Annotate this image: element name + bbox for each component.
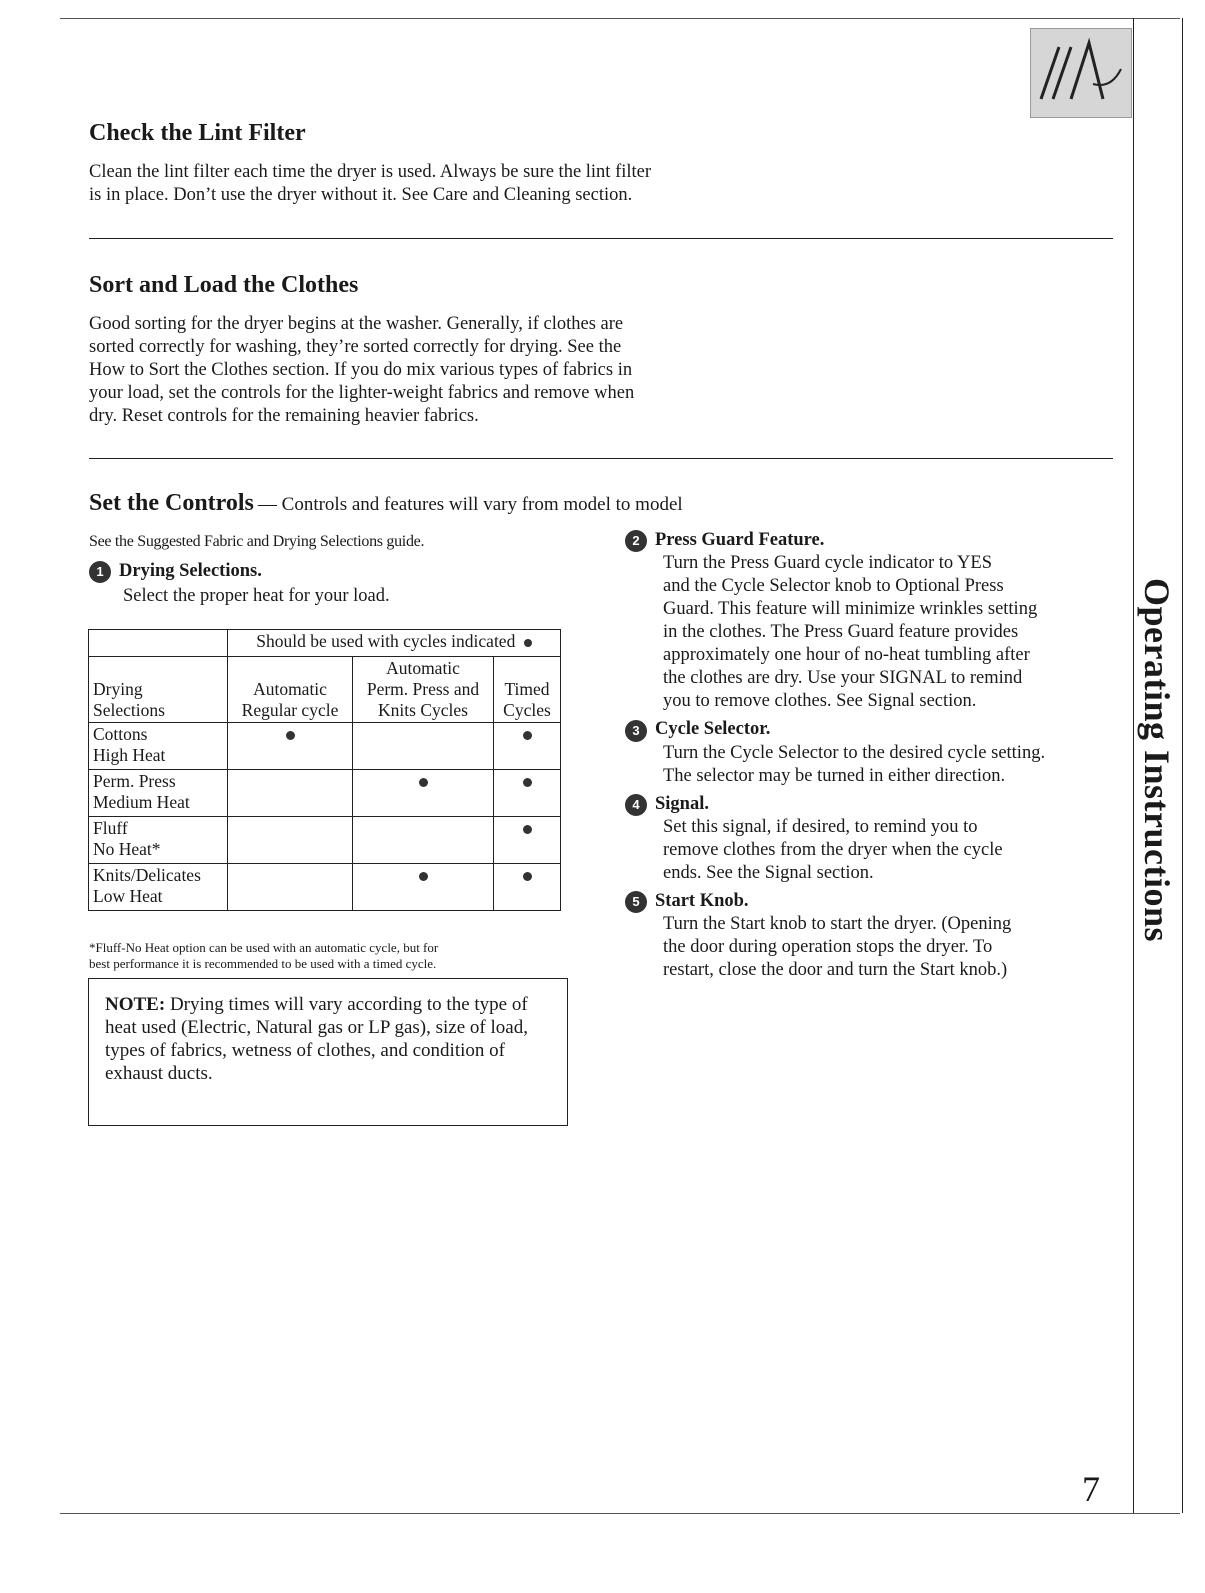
mark-cell (228, 817, 353, 864)
header-span-label: Should be used with cycles indicated (256, 631, 516, 651)
feature-line: Guard. This feature will minimize wrinkles setting (663, 599, 1038, 620)
row-label-line: Medium Heat (93, 792, 190, 812)
col-header-line: Drying (93, 679, 143, 699)
drying-selections-item (89, 561, 390, 607)
controls-title: Set the Controls (89, 490, 254, 516)
row-label-line: Fluff (93, 818, 128, 838)
drying-title: Drying Selections. (119, 561, 262, 581)
col-header-line: Regular cycle (241, 700, 339, 720)
feature-title: Signal. (655, 793, 709, 814)
mark-cell (353, 817, 494, 864)
col-header-line: Automatic (386, 658, 460, 678)
mark-cell (494, 723, 561, 770)
number-badge-1: 1 (89, 561, 111, 583)
col-header-line: Selections (93, 700, 165, 720)
col-header-line: Knits Cycles (378, 700, 468, 720)
section-divider (89, 238, 1113, 239)
number-badge-3: 3 (625, 720, 647, 742)
table-body (89, 723, 561, 911)
table-row (89, 723, 561, 770)
sort-title: Sort and Load the Clothes (89, 272, 359, 298)
col-header-drying (89, 657, 228, 723)
lint-title: Check the Lint Filter (89, 120, 306, 146)
feature-line: restart, close the door and turn the Start knob.) (663, 960, 1008, 981)
feature-line: Turn the Press Guard cycle indicator to YES (663, 553, 993, 574)
features-column (625, 530, 1115, 988)
mark-cell (494, 864, 561, 911)
feature-line: remove clothes from the dryer when the cycle (663, 839, 1003, 860)
table-row (89, 817, 561, 864)
table-column-header-row (89, 657, 561, 723)
indicator-dot-icon (419, 778, 428, 787)
indicator-dot-icon (524, 639, 532, 647)
table-footnote (89, 940, 438, 972)
logo-icon (1031, 29, 1131, 117)
feature-line: Turn the Cycle Selector to the desired cycle setting. (663, 742, 1046, 763)
controls-heading (89, 490, 683, 517)
indicator-dot-icon (523, 825, 532, 834)
mark-cell (353, 723, 494, 770)
mark-cell (353, 864, 494, 911)
mark-cell (494, 770, 561, 817)
table-corner-cell (89, 630, 228, 657)
drying-selections-table (88, 629, 561, 911)
section-side-tab (1137, 560, 1177, 960)
mark-cell (228, 770, 353, 817)
sort-line: How to Sort the Clothes section. If you do mix various types of fabrics in (89, 360, 633, 380)
feature-line: you to remove clothes. See Signal section. (663, 691, 977, 712)
col-header-automatic-regular (228, 657, 353, 723)
col-header-line: Cycles (503, 700, 551, 720)
indicator-dot-icon (523, 778, 532, 787)
footnote-line: *Fluff-No Heat option can be used with an automatic cycle, but for (89, 940, 439, 955)
col-header-automatic-perm (353, 657, 494, 723)
feature-line: and the Cycle Selector knob to Optional Press (663, 576, 1004, 597)
sort-line: Good sorting for the dryer begins at the washer. Generally, if clothes are (89, 314, 624, 334)
table-header-row (89, 630, 561, 657)
sort-paragraph (89, 313, 634, 428)
feature-line: approximately one hour of no-heat tumbling after (663, 645, 1030, 666)
row-label-line: Perm. Press (93, 771, 176, 791)
top-border (60, 18, 1180, 19)
feature-heading (625, 719, 1115, 741)
feature-line: Set this signal, if desired, to remind you to (663, 816, 978, 837)
mark-cell (228, 723, 353, 770)
feature-line: the door during operation stops the dryer. To (663, 937, 993, 958)
feature-line: the clothes are dry. Use your SIGNAL to remind (663, 668, 1023, 689)
bottom-border (60, 1513, 1180, 1514)
row-label-line: No Heat* (93, 839, 161, 859)
controls-guide: See the Suggested Fabric and Drying Selections guide. (89, 533, 425, 550)
sort-line: sorted correctly for washing, they’re sorted correctly for drying. See the (89, 337, 622, 357)
row-label-line: Low Heat (93, 886, 163, 906)
feature-line: ends. See the Signal section. (663, 862, 874, 883)
col-header-timed (494, 657, 561, 723)
mark-cell (494, 817, 561, 864)
table-row (89, 770, 561, 817)
footnote-line: best performance it is recommended to be used with a timed cycle. (89, 956, 437, 971)
note-text: Drying times will vary according to the type of heat used (Electric, Natural gas or LP gas), size of load, types of fabrics, wetness of clothes, and condition of exhaust ducts. (105, 994, 528, 1084)
table-row (89, 864, 561, 911)
feature-title: Start Knob. (655, 890, 749, 911)
col-header-line: Automatic (253, 679, 327, 699)
mark-cell (353, 770, 494, 817)
side-tab-label: Operating Instructions (1137, 577, 1177, 943)
number-badge-4: 4 (625, 794, 647, 816)
note-label: NOTE: (105, 994, 166, 1015)
mark-cell (228, 864, 353, 911)
lint-line: Clean the lint filter each time the dryer is used. Always be sure the lint filter (89, 162, 652, 182)
lint-paragraph (89, 161, 651, 207)
number-badge-2: 2 (625, 530, 647, 552)
brand-logo (1030, 28, 1132, 118)
feature-line: The selector may be turned in either direction. (663, 765, 1006, 786)
col-header-line: Timed (504, 679, 550, 699)
number-badge-5: 5 (625, 891, 647, 913)
note-box (88, 978, 568, 1126)
row-label-line: Knits/Delicates (93, 865, 201, 885)
controls-subtitle: — Controls and features will vary from model to model (257, 494, 683, 515)
feature-line: in the clothes. The Press Guard feature provides (663, 622, 1019, 643)
page-number: 7 (1082, 1469, 1100, 1509)
row-label-cell (89, 817, 228, 864)
feature-title: Cycle Selector. (655, 719, 771, 740)
feature-heading (625, 530, 1115, 552)
row-label-line: Cottons (93, 724, 148, 744)
indicator-dot-icon (523, 872, 532, 881)
feature-title: Press Guard Feature. (655, 530, 825, 550)
section-divider (89, 458, 1113, 459)
feature-heading (625, 891, 1115, 913)
feature-item (625, 530, 1115, 713)
indicator-dot-icon (419, 872, 428, 881)
sort-line: your load, set the controls for the lighter-weight fabrics and remove when (89, 383, 635, 403)
row-label-line: High Heat (93, 745, 166, 765)
sort-line: dry. Reset controls for the remaining heavier fabrics. (89, 406, 479, 426)
feature-line: Turn the Start knob to start the dryer. (Opening (663, 914, 1012, 935)
row-label-cell (89, 723, 228, 770)
lint-line: is in place. Don’t use the dryer without it. See Care and Cleaning section. (89, 185, 633, 205)
indicator-dot-icon (286, 731, 295, 740)
feature-item (625, 794, 1115, 885)
feature-heading (625, 794, 1115, 816)
indicator-dot-icon (523, 731, 532, 740)
drying-desc: Select the proper heat for your load. (123, 586, 390, 607)
feature-item (625, 891, 1115, 982)
col-header-line: Perm. Press and (366, 679, 480, 699)
table-header-span (228, 630, 561, 657)
row-label-cell (89, 864, 228, 911)
feature-item (625, 719, 1115, 787)
row-label-cell (89, 770, 228, 817)
